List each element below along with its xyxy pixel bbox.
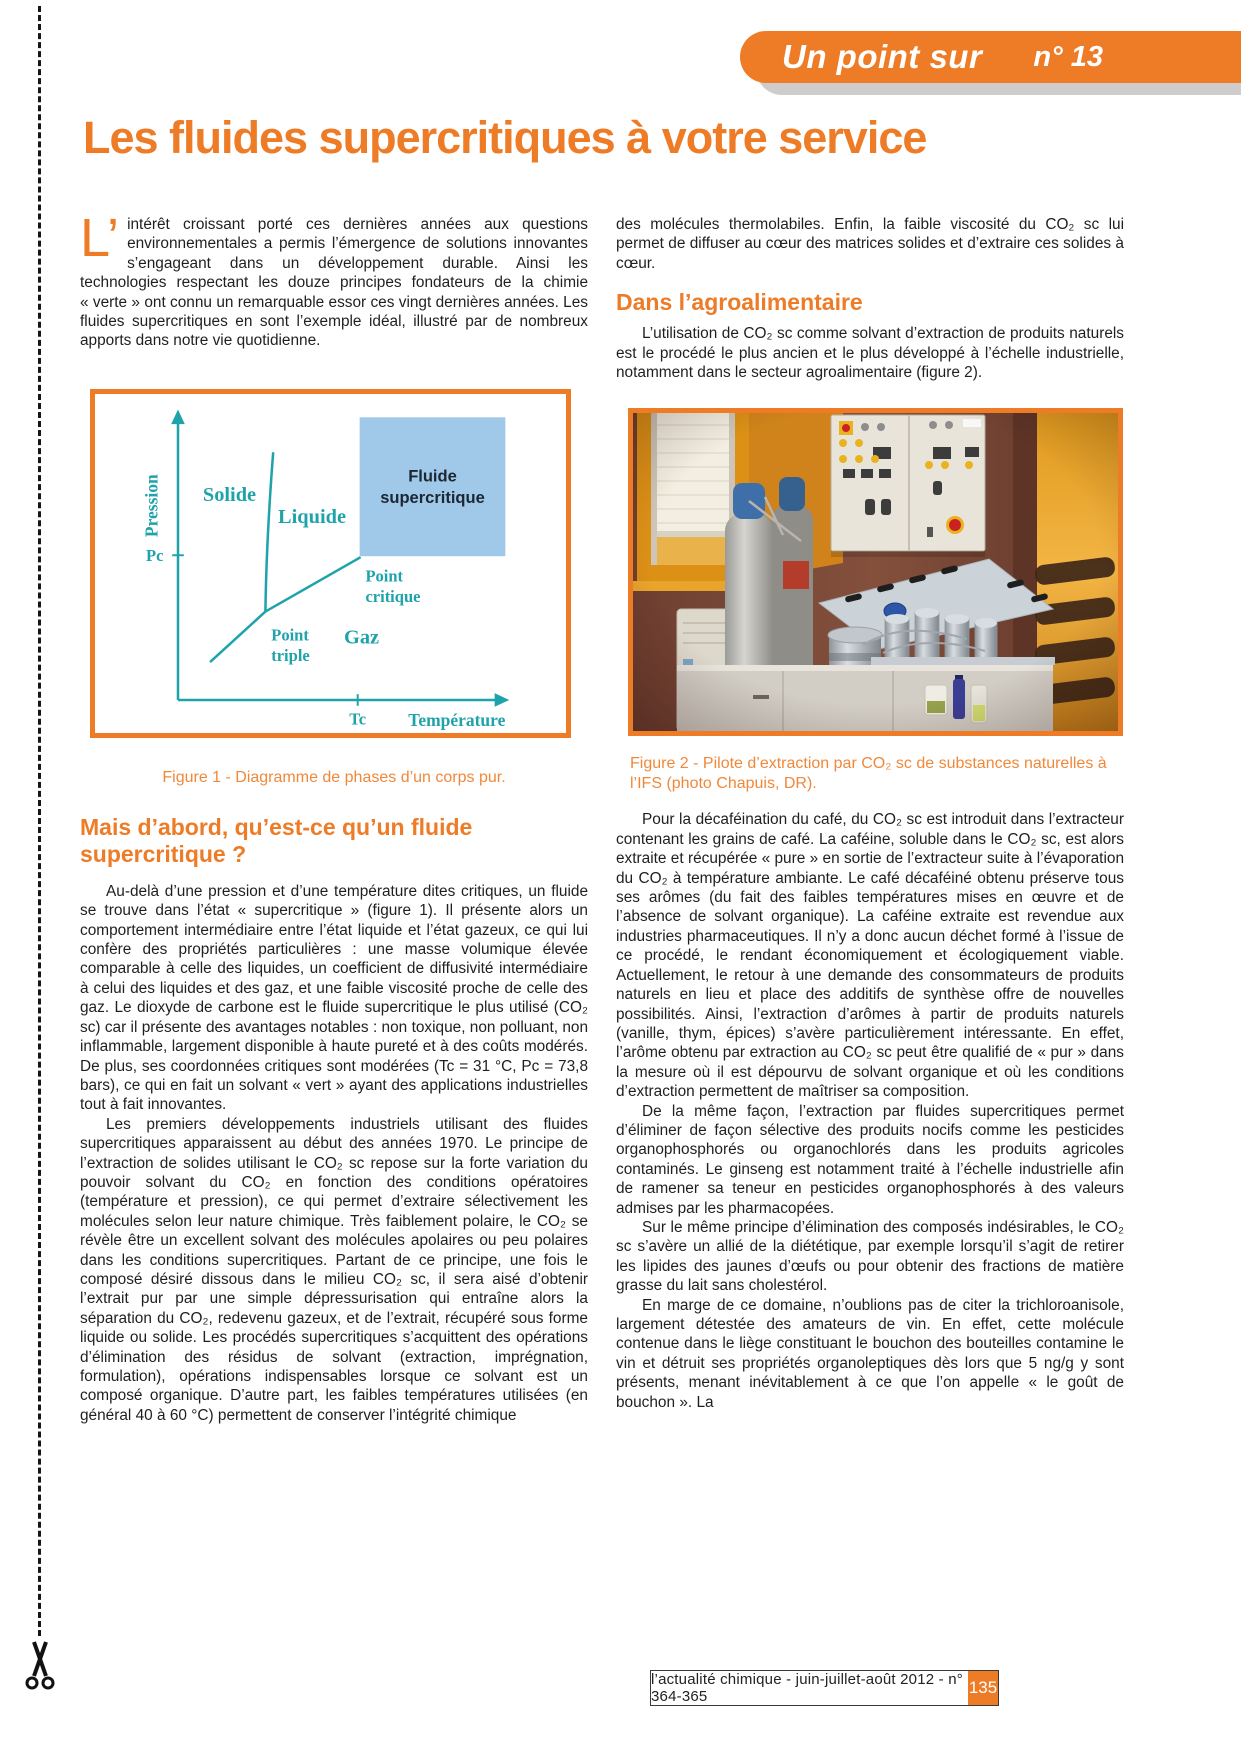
extraction-pilot-photo <box>633 413 1118 731</box>
page-footer <box>650 1670 999 1706</box>
y-axis-arrow <box>171 409 185 424</box>
liquid-label: Liquide <box>278 506 347 529</box>
x-axis-label: Température <box>408 710 506 731</box>
page-number: 135 <box>968 1671 998 1705</box>
body-paragraph: des molécules thermolabiles. Enfin, la faible viscosité du CO₂ sc lui permet de diffuser au cœur des matrices solides et d’extraire ces solides à cœur. <box>616 216 1124 272</box>
pc-label: Pc <box>146 545 164 565</box>
y-axis-label: Pression <box>141 474 162 537</box>
body-paragraph: Pour la décaféination du café, du CO₂ sc est introduit dans l’extracteur contenant les grains de café. La caféine, soluble dans le CO₂ sc, est alors extraite et récupérée « pure » en sortie de l’extracteur suite à l’évaporation du CO₂ à température ambiante. Le café décaféiné obtenu préserve tous ses arômes (du fait des faibles températures mises en œuvre et de l’absence de solvant organique). La caféine extraite est revendue aux industries pharmaceutiques. Il n’y a donc aucun déchet formé à l’issue de ce procédé, le rendant économiquement et écologiquement viable. Actuellement, le retour à une demande des consommateurs de produits naturels en lieu et place des additifs de synthèse offre de nouvelles possibilités. Ainsi, l’extraction d’arômes à partir de produits naturels (vanille, thym, épices) s’avère particulièrement intéressante. En effet, l’arôme obtenu par extraction au CO₂ sc peut être qualifié de « pur » dans la mesure où il est dépourvu de solvant organique et où les conditions d’extraction permettent de maîtriser sa composition. <box>616 811 1124 1101</box>
phase-diagram-svg <box>95 394 566 733</box>
gas-label: Gaz <box>344 626 380 649</box>
vaporization-curve <box>265 557 360 611</box>
dropcap: L’ <box>80 208 120 268</box>
x-axis-arrow <box>495 693 510 707</box>
melting-curve <box>265 452 273 611</box>
figure1-caption: Figure 1 - Diagramme de phases d’un corps pur. <box>162 768 506 786</box>
triple-point-label-line1: Point <box>271 625 309 645</box>
body-paragraph: En marge de ce domaine, n’oublions pas de citer la trichloroanisole, largement détestée des amateurs de vin. En effet, cette molécule contenue dans le liège constituant le bouchon des bouteilles contamine le vin et détruit ses propriétés organoleptiques dès lors que 5 ng/g y sont présents, menant inévitablement à ce que l’on appelle « le goût de bouchon ». La <box>616 1296 1124 1411</box>
right-column <box>616 215 1124 1412</box>
critical-point-label-line1: Point <box>365 566 404 586</box>
figure1-phase-diagram <box>90 389 571 738</box>
sublimation-curve <box>210 611 265 662</box>
left-column <box>80 208 588 1425</box>
section-heading-left: Mais d’abord, qu’est-ce qu’un fluide supercritique ? <box>80 813 473 867</box>
body-paragraph: Les premiers développements industriels utilisant des fluides supercritiques apparaissent au début des années 1970. Le principe de l’extraction de solides utilisant le CO₂ sc repose sur la forte variation du pouvoir solvant du CO₂ en fonction des conditions opératoires (température et pression), ce qui permet d’extraire sélectivement les molécules selon leur nature chimique. Très faiblement polaire, le CO₂ se révèle être un excellent solvant des molécules apolaires ou peu polaires dans les conditions supercritiques. Partant de ce principe, une fois le composé désiré dissous dans le milieu CO₂ sc, il sera aisé d’obtenir l’extrait pur par une simple dépressurisation qui entraîne alors la séparation du CO₂, redevenu gazeux, et de l’extrait, récupéré sous forme liquide ou solide. Les procédés supercritiques s’acquittent des opérations d’élimination des résidus de solvant (extraction, imprégnation, formulation), opérations indispensables lorsque ce solvant est un composé organique. D’autre part, les faibles températures utilisées (en général 40 à 60 °C) permettent de conserver l’intégrité chimique <box>80 1115 588 1424</box>
series-banner-number: n° 13 <box>1033 41 1103 73</box>
body-paragraph: Au-delà d’une pression et d’une température dites critiques, un fluide se trouve dans l’état « supercritique » (figure 1). Il présente alors un comportement intermédiaire entre l’état liquide et l’état gazeux, ce qui lui confère des propriétés particulières : une masse volumique élevée comparable à celle des liquides, un coefficient de diffusivité intermédiaire à celui des liquides et des gaz, et une faible viscosité proche de celle des gaz. Le dioxyde de carbone est le fluide supercritique le plus utilisé (CO₂ sc) car il présente des avantages notables : non toxique, non polluant, non inflammable, largement disponible à haute pureté et à des coûts modérés. De plus, ses coordonnées critiques sont modérées (Tc = 31 °C, Pc = 73,8 bars), ce qui en fait un solvant « vert » ayant des applications industrielles tout à fait innovantes. <box>80 882 588 1114</box>
cut-dashed-line <box>38 6 41 1636</box>
triple-point-label-line2: triple <box>271 645 310 665</box>
scissors-icon <box>24 1640 56 1704</box>
body-paragraph: Sur le même principe d’élimination des composés indésirables, le CO₂ sc s’avère un allié de la diététique, par exemple lorsqu’il s’agit de retirer les lipides des jaunes d’œufs ou pour obtenir des fractions de matière grasse du lait sans cholestérol. <box>616 1218 1124 1295</box>
supercritical-label-line1: Fluide <box>408 467 457 486</box>
body-paragraph: De la même façon, l’extraction par fluides supercritiques permet d’éliminer de façon sélective des produits nocifs comme les pesticides organophosphorés ou organochlorés dans les produits agricoles contaminés. Le ginseng est notamment traité à l’échelle industrielle afin de ramener sa teneur en pesticides organophosphorés à des valeurs admises par les pharmacopées. <box>616 1102 1124 1217</box>
journal-reference: l’actualité chimique - juin-juillet-août 2012 - n° 364-365 <box>651 1671 963 1705</box>
article-title: Les fluides supercritiques à votre service <box>83 112 927 163</box>
critical-point-label-line2: critique <box>365 586 421 606</box>
tc-label: Tc <box>349 709 367 729</box>
supercritical-label-line2: supercritique <box>380 488 485 507</box>
intro-paragraph <box>80 208 588 351</box>
series-banner <box>740 31 1241 83</box>
figure2-caption: Figure 2 - Pilote d’extraction par CO₂ sc de substances naturelles à l’IFS (photo Chapuis, DR). <box>630 755 1107 793</box>
supercritical-region <box>360 417 506 556</box>
solid-label: Solide <box>202 483 257 506</box>
intro-text: intérêt croissant porté ces dernières années aux questions environnementales a permis l’émergence de solutions innovantes s’engageant dans un développement durable. Ainsi les technologies respectant les douze principes fondateurs de la chimie « verte » ont connu un remarquable essor ces vingt dernières années. Les fluides supercritiques en sont l’exemple idéal, illustré par de nombreux apports dans notre vie quotidienne. <box>80 216 588 350</box>
series-banner-label: Un point sur <box>782 38 983 75</box>
section-heading-right: Dans l’agroalimentaire <box>616 289 863 316</box>
body-paragraph: L’utilisation de CO₂ sc comme solvant d’extraction de produits naturels est le procédé le plus ancien et le plus développé à l’échelle industrielle, notamment dans le secteur agroalimentaire (figure 2). <box>616 325 1124 382</box>
figure2-photo <box>628 408 1123 736</box>
